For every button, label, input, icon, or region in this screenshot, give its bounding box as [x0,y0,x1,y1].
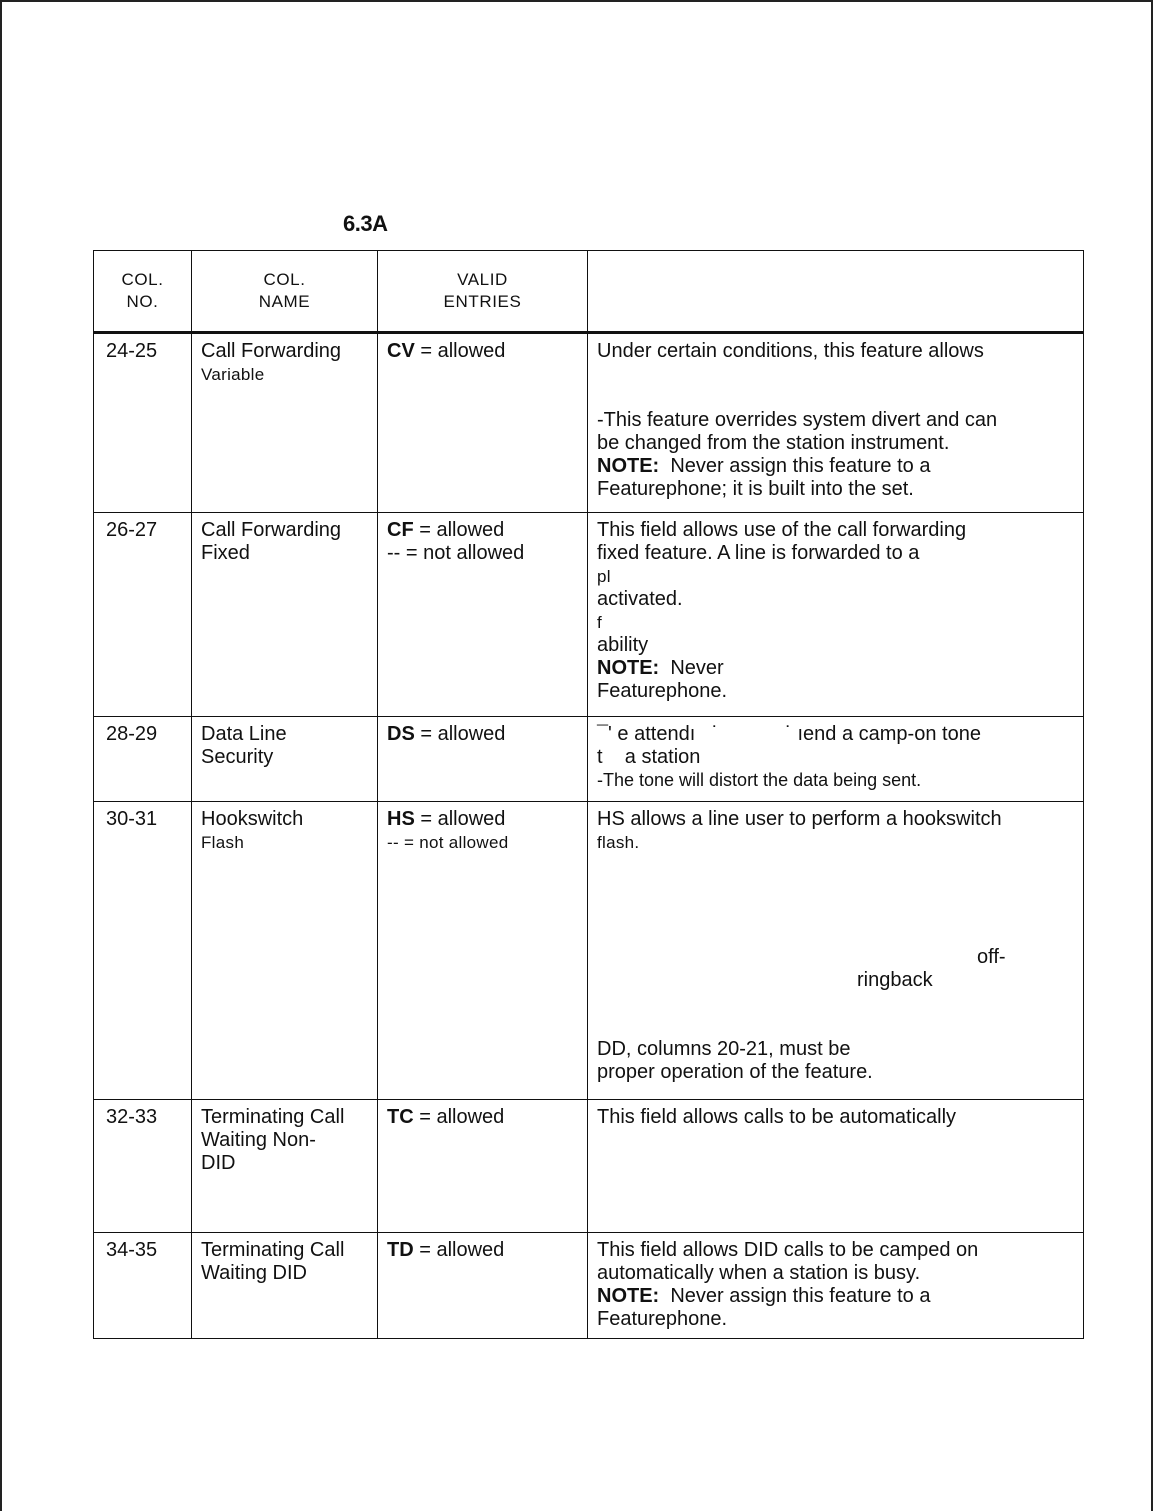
note-line [597,455,1074,478]
desc-line: HS allows a line user to perform a hookswitch [597,808,1002,830]
col-no-cell: 26-27 [94,513,192,717]
description-cell [588,717,1084,802]
entry-code: DS [387,723,415,745]
description-cell [588,333,1084,513]
desc-line: -This feature overrides system divert and can [597,409,998,431]
entry-line [387,519,578,542]
entry-code: CV [387,340,415,362]
entry-text: = allowed [414,723,506,745]
desc-line: -The tone will distort the data being sent. [597,770,922,790]
description-cell [588,1100,1084,1233]
name-line: Waiting Non- [201,1129,316,1151]
page-top-edge [0,0,1153,2]
entry-code: -- [387,542,401,564]
table-row [94,1100,1084,1233]
header-text: COL. [121,270,164,289]
desc-line: ¯' e attendı ˙ ˙ ıend a camp-on tone [597,723,981,745]
section-number: 6.3A [343,211,388,236]
name-line: Security [201,746,274,768]
valid-entries-cell [378,333,588,513]
desc-line: automatically when a station is busy. [597,1262,921,1284]
note-line [597,1285,1074,1308]
entry-code: CF [387,519,414,541]
table-row [94,1233,1084,1339]
entry-line [387,340,578,363]
desc-line: activated. [597,588,683,610]
entry-text: = allowed [413,1239,505,1261]
header-text: NAME [258,292,311,311]
note-text: Never assign this feature to a [659,1285,931,1307]
entry-line [387,1239,578,1262]
col-no-cell: 34-35 [94,1233,192,1339]
col-no-cell: 32-33 [94,1100,192,1233]
entry-text: = allowed [413,519,505,541]
name-line: Call Forwarding [201,519,342,541]
entry-line [387,1106,578,1129]
name-line: Fixed [201,542,250,564]
desc-line: flash. [597,833,640,852]
table-row [94,717,1084,802]
entry-text: = not allowed [400,542,525,564]
entry-text: = not allowed [398,833,509,852]
header-valid-entries [378,251,588,333]
name-line: Hookswitch [201,808,304,830]
table-row [94,513,1084,717]
entry-text: = allowed [413,1106,505,1128]
col-name-cell [192,802,378,1100]
header-text: ENTRIES [443,292,522,311]
name-line: Call Forwarding [201,340,342,362]
name-line: Flash [201,833,245,852]
page-left-edge [0,0,2,1511]
col-name-cell [192,333,378,513]
desc-line: Under certain conditions, this feature allows [597,340,984,362]
desc-line: DD, columns 20-21, must be [597,1038,851,1060]
note-label: NOTE: [597,657,660,679]
valid-entries-cell [378,802,588,1100]
desc-line: t a station [597,746,701,768]
entry-line [387,542,578,565]
col-name-cell [192,513,378,717]
field-spec-table [93,250,1084,1339]
header-text: VALID [457,270,508,289]
entry-text: = allowed [414,808,506,830]
desc-fragment: ringback [857,969,933,991]
desc-line: proper operation of the feature. [597,1061,873,1083]
table-row [94,802,1084,1100]
valid-entries-cell [378,1100,588,1233]
desc-fragment: off- [977,946,1006,968]
note-label: NOTE: [597,455,660,477]
description-cell [588,513,1084,717]
name-line: Waiting DID [201,1262,307,1284]
name-line: Terminating Call [201,1239,345,1261]
entry-code: HS [387,808,415,830]
entry-line [387,808,578,831]
desc-line: This field allows DID calls to be camped on [597,1239,979,1261]
entry-code: TD [387,1239,414,1261]
note-text: Never [659,657,724,679]
desc-line: ability [597,634,649,656]
entry-code: -- [387,833,399,852]
desc-line: f [597,613,603,632]
valid-entries-cell [378,717,588,802]
desc-line: pl [597,567,611,586]
table-row [94,333,1084,513]
desc-line: Featurephone; it is built into the set. [597,478,914,500]
header-text: COL. [263,270,306,289]
note-line [597,657,1074,680]
desc-line: Featurephone. [597,1308,728,1330]
entry-line [387,723,578,746]
note-text: Never assign this feature to a [659,455,931,477]
col-no-cell: 28-29 [94,717,192,802]
name-line: Variable [201,365,265,384]
entry-text: = allowed [414,340,506,362]
header-col-name [192,251,378,333]
col-name-cell [192,1233,378,1339]
col-no-cell: 30-31 [94,802,192,1100]
entry-code: TC [387,1106,414,1128]
desc-line: fixed feature. A line is forwarded to a [597,542,920,564]
valid-entries-cell [378,513,588,717]
name-line: Data Line [201,723,287,745]
name-line: DID [201,1152,236,1174]
col-name-cell [192,717,378,802]
desc-line: Featurephone. [597,680,728,702]
desc-line: This field allows calls to be automatically [597,1106,957,1128]
header-description [588,251,1084,333]
name-line: Terminating Call [201,1106,345,1128]
description-cell [588,1233,1084,1339]
col-no-cell: 24-25 [94,333,192,513]
description-cell [588,802,1084,1100]
note-label: NOTE: [597,1285,660,1307]
col-name-cell [192,1100,378,1233]
entry-line [387,831,578,854]
header-text: NO. [126,292,159,311]
header-col-no [94,251,192,333]
desc-line: This field allows use of the call forwarding [597,519,967,541]
valid-entries-cell [378,1233,588,1339]
table-header-row [94,251,1084,333]
desc-line: be changed from the station instrument. [597,432,950,454]
